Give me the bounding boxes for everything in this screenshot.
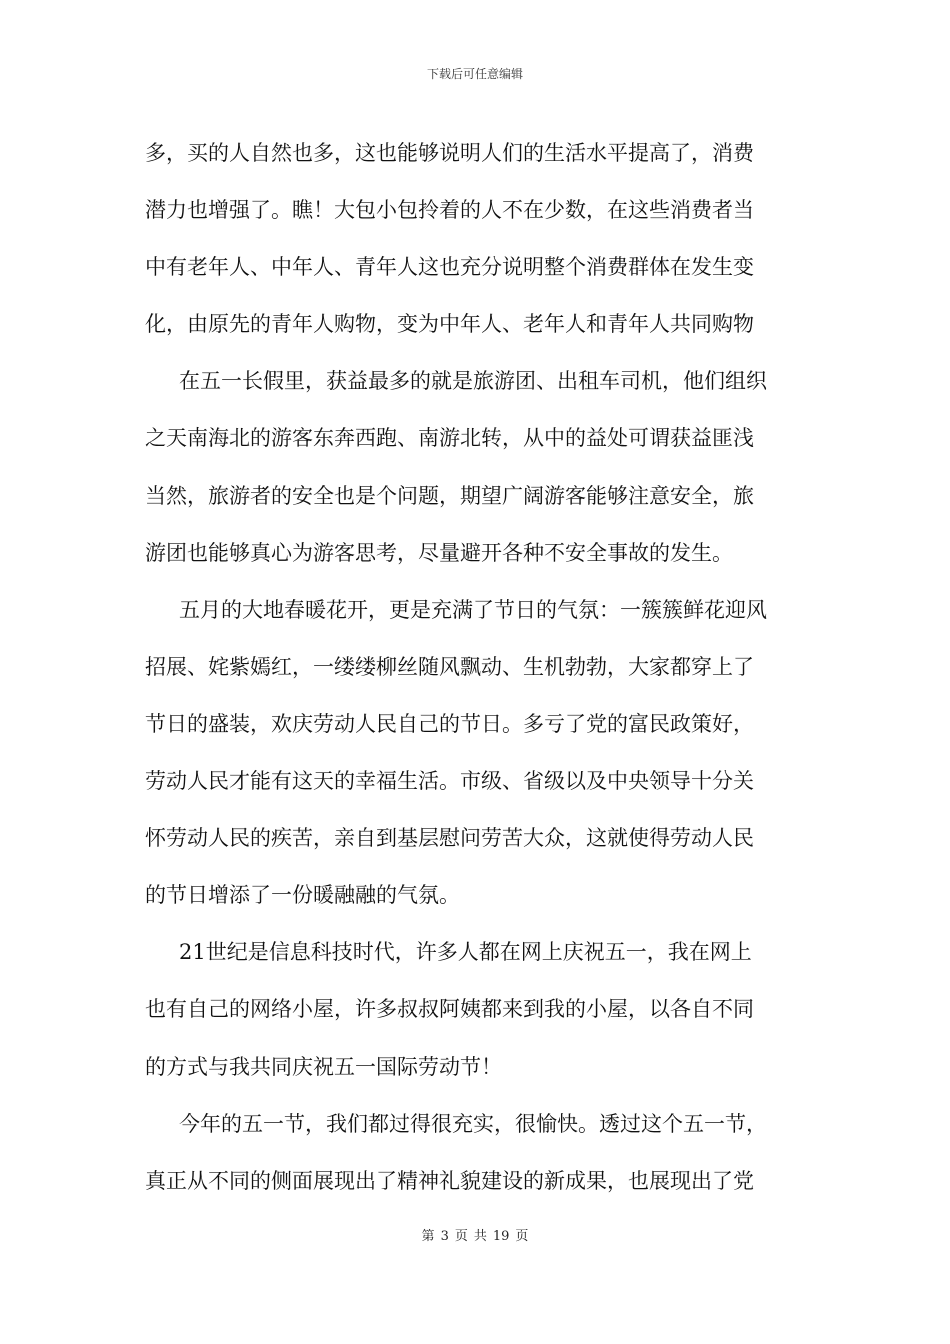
paragraph-2 bbox=[145, 353, 805, 581]
text-line: 中有老年人、中年人、青年人这也充分说明整个消费群体在发生变 bbox=[145, 255, 754, 280]
paragraph-3 bbox=[145, 582, 805, 925]
footer-total-suffix: 页 bbox=[515, 1229, 529, 1244]
text-line: 招展、姹紫嫣红，一缕缕柳丝随风飘动、生机勃勃，大家都穿上了 bbox=[145, 654, 754, 679]
text-line: 游团也能够真心为游客思考，尽量避开各种不安全事故的发生。 bbox=[145, 540, 733, 565]
text-line: 真正从不同的侧面展现出了精神礼貌建设的新成果，也展现出了党 bbox=[145, 1168, 754, 1193]
text-line: 怀劳动人民的疾苦，亲自到基层慰问劳苦大众，这就使得劳动人民 bbox=[145, 826, 754, 851]
text-line: 五月的大地春暖花开，更是充满了节日的气氛：一簇簇鲜花迎风 bbox=[179, 597, 767, 622]
text-line: 的方式与我共同庆祝五一国际劳动节！ bbox=[145, 1054, 502, 1079]
text-line: 的节日增添了一份暖融融的气氛。 bbox=[145, 883, 460, 908]
text-line: 潜力也增强了。瞧！大包小包拎着的人不在少数，在这些消费者当 bbox=[145, 198, 754, 223]
paragraph-4 bbox=[145, 924, 805, 1095]
page-footer bbox=[0, 1228, 950, 1246]
footer-prefix: 第 bbox=[421, 1229, 435, 1244]
text-line: 劳动人民才能有这天的幸福生活。市级、省级以及中央领导十分关 bbox=[145, 769, 754, 794]
document-body bbox=[145, 125, 805, 1210]
current-page-number: 3 bbox=[440, 1229, 449, 1244]
paragraph-5 bbox=[145, 1096, 805, 1210]
footer-total-prefix: 共 bbox=[473, 1229, 487, 1244]
text-line: 多，买的人自然也多，这也能够说明人们的生活水平提高了，消费 bbox=[145, 141, 754, 165]
footer-page-label: 页 bbox=[454, 1229, 468, 1244]
text-line: 之天南海北的游客东奔西跑、南游北转，从中的益处可谓获益匪浅 bbox=[145, 426, 754, 451]
text-line: 21世纪是信息科技时代，许多人都在网上庆祝五一，我在网上 bbox=[179, 940, 752, 965]
text-line: 在五一长假里，获益最多的就是旅游团、出租车司机，他们组织 bbox=[179, 369, 767, 394]
text-line: 当然，旅游者的安全也是个问题，期望广阔游客能够注意安全，旅 bbox=[145, 483, 754, 508]
page-header: 下载后可任意编辑 bbox=[426, 67, 523, 81]
text-line: 也有自己的网络小屋，许多叔叔阿姨都来到我的小屋，以各自不同 bbox=[145, 997, 754, 1022]
total-page-count: 19 bbox=[492, 1229, 510, 1244]
text-line: 今年的五一节，我们都过得很充实，很愉快。透过这个五一节， bbox=[179, 1111, 767, 1136]
text-line: 节日的盛装，欢庆劳动人民自己的节日。多亏了党的富民政策好， bbox=[145, 711, 754, 736]
text-line: 化，由原先的青年人购物，变为中年人、老年人和青年人共同购物 bbox=[145, 312, 754, 337]
paragraph-1 bbox=[145, 125, 805, 353]
